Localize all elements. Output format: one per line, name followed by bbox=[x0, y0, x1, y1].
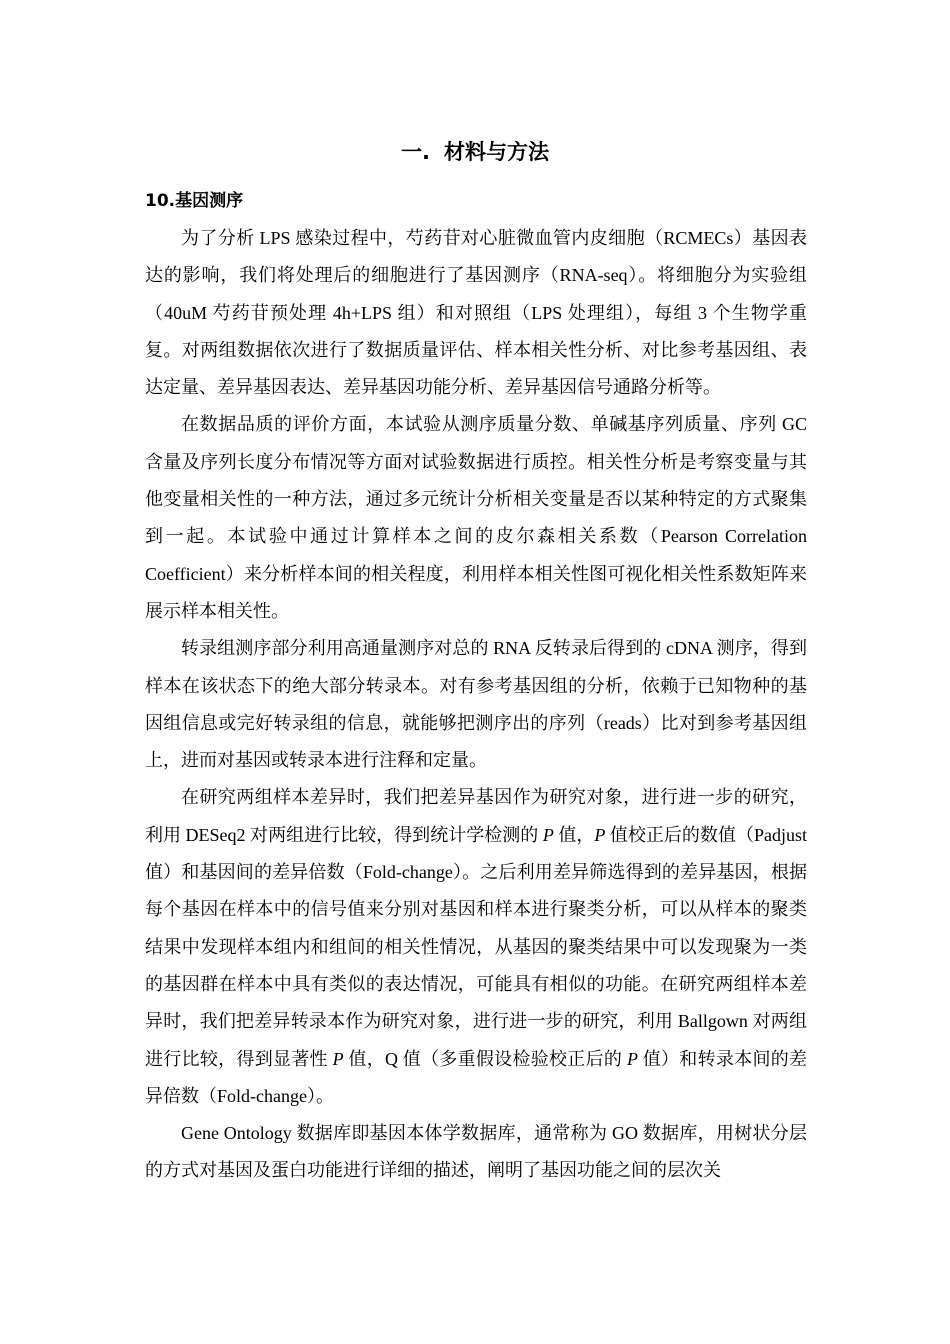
paragraph-text: 为了分析 LPS 感染过程中，芍药苷对心脏微血管内皮细胞（RCMECs）基因表达的影响，我们将处理后的细胞进行了基因测序（RNA-seq）。将细胞分为实验组（40uM 芍药苷预处理 4h+LPS 组）和对照组（LPS 处理组），每组 3 个生物学重复。对两组数据依次进行了数据质量评估、样本相关性分析、对比参考基因组、表达定量、差异基因表达、差异基因功能分析、差异基因信号通路分析等。 bbox=[145, 228, 807, 398]
paragraph-text: 值， bbox=[553, 824, 595, 845]
chapter-title bbox=[0, 136, 950, 168]
chapter-number: 一. bbox=[401, 140, 430, 164]
paragraph-text: 在数据品质的评价方面，本试验从测序质量分数、单碱基序列质量、序列 GC 含量及序列长度分布情况等方面对试验数据进行质控。相关性分析是考察变量与其他变量相关性的一种方法，通过多元统计分析相关变量是否以某种特定的方式聚集到一起。本试验中通过计算样本之间的皮尔森相关系数（Pearson Correlation Coefficient）来分析样本间的相关程度，利用样本相关性图可视化相关性系数矩阵来展示样本相关性。 bbox=[145, 414, 807, 621]
section-heading: 10.基因测序 bbox=[145, 191, 244, 211]
paragraph-text: 在研究两组样本差异时，我们把差异基因作为研究对象，进行进一步的研究，利用 DESeq2 对两组进行比较，得到统计学检测的 bbox=[145, 787, 807, 845]
paragraph-text: 值）和转录本间的差异倍数（Fold-change）。 bbox=[145, 1048, 808, 1106]
p-value-symbol: P bbox=[332, 1048, 344, 1069]
body-text bbox=[145, 220, 807, 1190]
paragraph-text: 值校正后的数值（Padjust 值）和基因间的差异倍数（Fold-change）。之后利用差异筛选得到的差异基因，根据每个基因在样本中的信号值来分别对基因和样本进行聚类分析，可以从样本的聚类结果中发现样本组内和组间的相关性情况，从基因的聚类结果中可以发现聚为一类的基因群在样本中具有类似的表达情况，可能具有相似的功能。在研究两组样本差异时，我们把差异转录本作为研究对象，进行进一步的研究，利用 Ballgown 对两组进行比较，得到显著性 bbox=[145, 824, 807, 1069]
p-value-symbol: P bbox=[626, 1048, 638, 1069]
chapter-title-text: 材料与方法 bbox=[443, 140, 549, 164]
paragraph-2 bbox=[145, 406, 807, 630]
paragraph-5 bbox=[145, 1115, 807, 1190]
paragraph-3 bbox=[145, 630, 807, 779]
paragraph-text: Gene Ontology 数据库即基因本体学数据库，通常称为 GO 数据库，用树状分层的方式对基因及蛋白功能进行详细的描述，阐明了基因功能之间的层次关 bbox=[145, 1123, 807, 1181]
p-value-symbol: P bbox=[542, 824, 554, 845]
paragraph-text: 值，Q 值（多重假设检验校正后的 bbox=[343, 1048, 627, 1069]
paragraph-text: 转录组测序部分利用高通量测序对总的 RNA 反转录后得到的 cDNA 测序，得到样本在该状态下的绝大部分转录本。对有参考基因组的分析，依赖于已知物种的基因组信息或完好转录组的信息，就能够把测序出的序列（reads）比对到参考基因组上，进而对基因或转录本进行注释和定量。 bbox=[145, 638, 807, 771]
paragraph-1 bbox=[145, 220, 807, 406]
p-value-symbol: P bbox=[594, 824, 606, 845]
paragraph-4 bbox=[145, 779, 807, 1115]
